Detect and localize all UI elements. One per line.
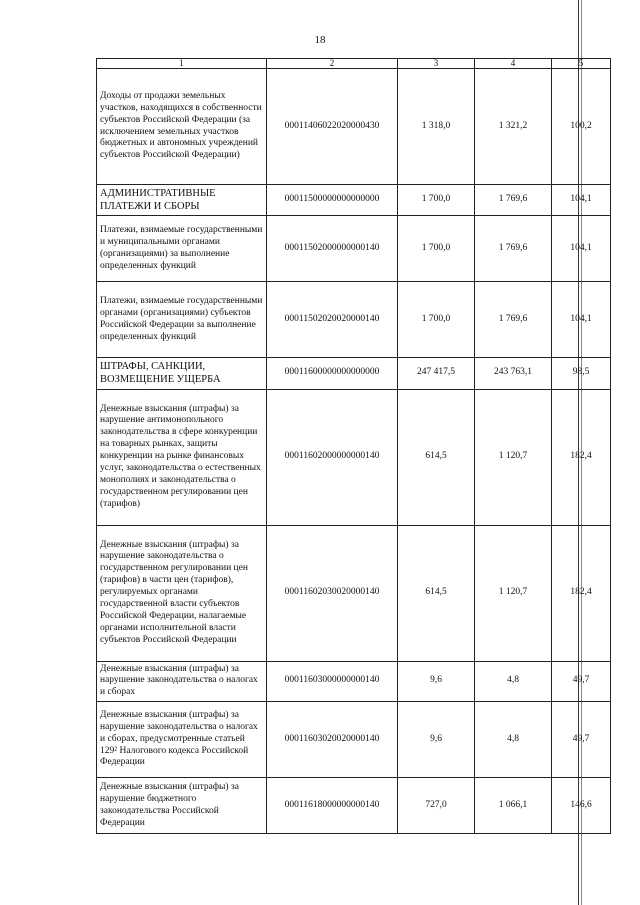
row-name-cell: Доходы от продажи земельных участков, находящихся в собственности субъектов Российской Федерации (за исключением земельных участков бюджетных и автономных учреждений субъектов Российской Федерации) <box>97 69 267 185</box>
row-code-cell: 00011500000000000000 <box>267 185 398 216</box>
row-plan-cell: 1 700,0 <box>398 185 475 216</box>
page-number: 18 <box>314 34 326 46</box>
table-body <box>97 69 611 834</box>
row-percent-cell: 104,1 <box>552 282 611 358</box>
column-header-1: 1 <box>97 59 267 69</box>
column-header-5: 5 <box>552 59 611 69</box>
row-fact-cell: 1 769,6 <box>475 216 552 282</box>
row-plan-cell: 1 700,0 <box>398 282 475 358</box>
row-name-cell: Денежные взыскания (штрафы) за нарушение законодательства о налогах и сборах, предусмотренные статьей 129² Налогового кодекса Российской Федерации <box>97 702 267 778</box>
row-percent-cell: 98,5 <box>552 358 611 389</box>
table-row <box>97 282 611 358</box>
row-plan-cell: 1 700,0 <box>398 216 475 282</box>
row-fact-cell: 1 120,7 <box>475 389 552 525</box>
row-plan-cell: 727,0 <box>398 778 475 834</box>
table-row <box>97 778 611 834</box>
row-code-cell: 00011502000000000140 <box>267 216 398 282</box>
row-plan-cell: 614,5 <box>398 525 475 661</box>
row-percent-cell: 100,2 <box>552 69 611 185</box>
row-fact-cell: 1 120,7 <box>475 525 552 661</box>
row-code-cell: 00011618000000000140 <box>267 778 398 834</box>
row-percent-cell: 49,7 <box>552 702 611 778</box>
table-header-row <box>97 59 611 69</box>
column-header-2: 2 <box>267 59 398 69</box>
table-row <box>97 185 611 216</box>
row-percent-cell: 182,4 <box>552 389 611 525</box>
row-plan-cell: 9,6 <box>398 702 475 778</box>
column-header-3: 3 <box>398 59 475 69</box>
row-fact-cell: 1 321,2 <box>475 69 552 185</box>
row-code-cell: 00011603020020000140 <box>267 702 398 778</box>
column-header-4: 4 <box>475 59 552 69</box>
table-row <box>97 216 611 282</box>
row-name-cell: АДМИНИСТРАТИВНЫЕ ПЛАТЕЖИ И СБОРЫ <box>97 185 267 216</box>
row-plan-cell: 1 318,0 <box>398 69 475 185</box>
row-name-cell: Платежи, взимаемые государственными органами (организациями) субъектов Российской Федерации за выполнение определенных функций <box>97 282 267 358</box>
table-row <box>97 389 611 525</box>
row-plan-cell: 614,5 <box>398 389 475 525</box>
row-code-cell: 00011602030020000140 <box>267 525 398 661</box>
table-row <box>97 525 611 661</box>
row-percent-cell: 182,4 <box>552 525 611 661</box>
table-row <box>97 69 611 185</box>
row-code-cell: 00011502020020000140 <box>267 282 398 358</box>
table-row <box>97 702 611 778</box>
row-fact-cell: 4,8 <box>475 661 552 702</box>
row-name-cell: Платежи, взимаемые государственными и муниципальными органами (организациями) за выполнение определенных функций <box>97 216 267 282</box>
row-fact-cell: 1 769,6 <box>475 185 552 216</box>
row-code-cell: 00011602000000000140 <box>267 389 398 525</box>
row-name-cell: Денежные взыскания (штрафы) за нарушение бюджетного законодательства Российской Федерации <box>97 778 267 834</box>
row-percent-cell: 104,1 <box>552 216 611 282</box>
row-name-cell: Денежные взыскания (штрафы) за нарушение законодательства о налогах и сборах <box>97 661 267 702</box>
row-plan-cell: 247 417,5 <box>398 358 475 389</box>
table-row <box>97 358 611 389</box>
table-row <box>97 661 611 702</box>
row-code-cell: 00011406022020000430 <box>267 69 398 185</box>
row-percent-cell: 104,1 <box>552 185 611 216</box>
row-percent-cell: 49,7 <box>552 661 611 702</box>
row-fact-cell: 4,8 <box>475 702 552 778</box>
revenue-table <box>96 58 611 834</box>
row-name-cell: ШТРАФЫ, САНКЦИИ, ВОЗМЕЩЕНИЕ УЩЕРБА <box>97 358 267 389</box>
row-plan-cell: 9,6 <box>398 661 475 702</box>
row-code-cell: 00011603000000000140 <box>267 661 398 702</box>
row-fact-cell: 1 769,6 <box>475 282 552 358</box>
row-fact-cell: 243 763,1 <box>475 358 552 389</box>
row-percent-cell: 146,6 <box>552 778 611 834</box>
row-name-cell: Денежные взыскания (штрафы) за нарушение антимонопольного законодательства в сфере конкуренции на товарных рынках, защиты конкуренции на рынке финансовых услуг, законодательства о естественных монополиях и законодательства о государственном регулировании цен (тарифов) <box>97 389 267 525</box>
row-fact-cell: 1 066,1 <box>475 778 552 834</box>
row-code-cell: 00011600000000000000 <box>267 358 398 389</box>
row-name-cell: Денежные взыскания (штрафы) за нарушение законодательства о государственном регулировании цен (тарифов) в части цен (тарифов), регулируемых органами государственной власти субъектов Российской Федерации, налагаемые органами исполнительной власти субъектов Российской Федерации <box>97 525 267 661</box>
